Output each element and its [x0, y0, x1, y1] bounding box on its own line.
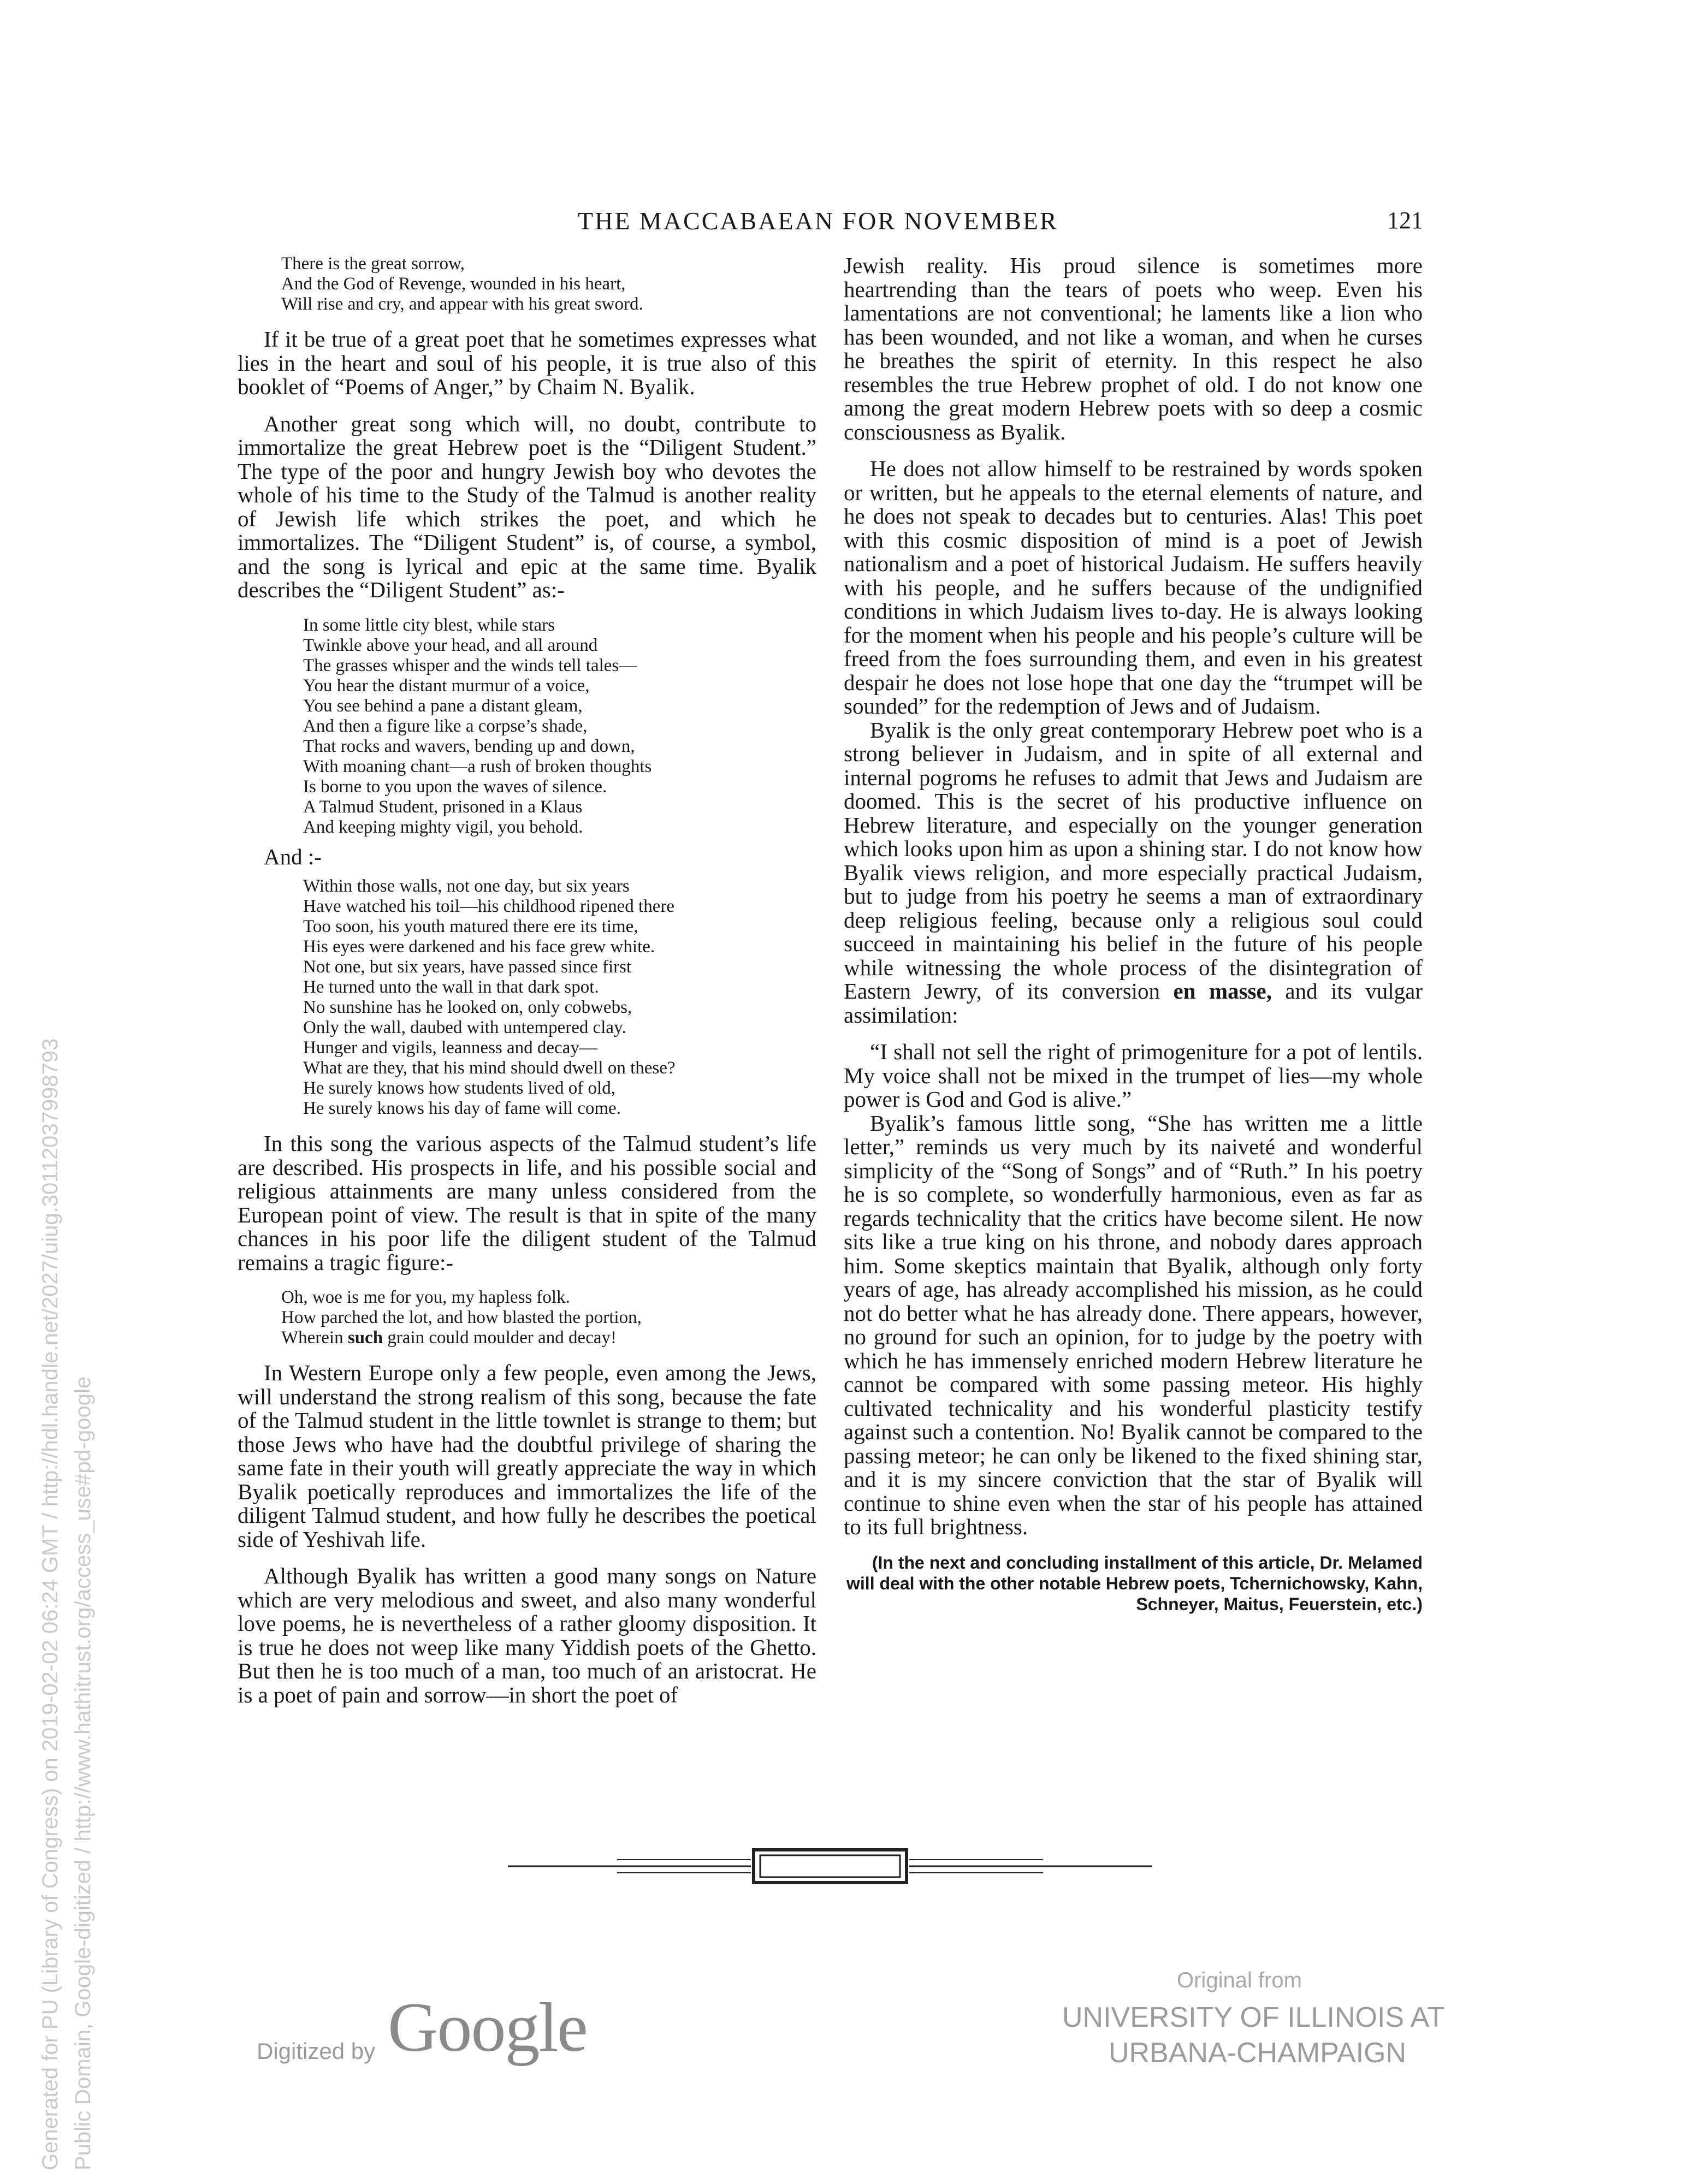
poem-line: He surely knows how students lived of old,	[303, 1078, 615, 1098]
university-name-line2: URBANA-CHAMPAIGN	[1109, 2037, 1407, 2069]
paragraph-fragment: and its vulgar assimilation:	[844, 978, 1423, 1028]
poem-line: That rocks and wavers, bending up and down,	[303, 736, 635, 756]
poem-line: Hunger and vigils, leanness and decay—	[303, 1038, 597, 1058]
running-header-title: THE MACCABAEAN FOR NOVEMBER	[578, 207, 1058, 235]
paragraph: Jewish reality. His proud silence is sometimes more heartrending than the tears of poets who weep. Even his lamentations are not conventional; he laments like a lion who has been wounded, and not like a woman, and when he curses he breathes the spirit of eternity. In this respect he also resembles the true Hebrew prophet of old. I do not know one among the great modern Hebrew poets with so deep a cosmic consciousness as Byalik.	[844, 253, 1423, 444]
digitized-by-label: Digitized by	[257, 2038, 376, 2064]
hathitrust-watermark-line1: Generated for PU (Library of Congress) on 2019-02-02 06:24 GMT / http://hdl.handle.net/2027/uiug.30112037998793	[38, 1038, 62, 2170]
poem-fragment: Wherein	[281, 1328, 348, 1348]
paragraph: If it be true of a great poet that he sometimes expresses what lies in the heart and soul of his people, it is true also of this booklet of “Poems of Anger,” by Chaim N. Byalik.	[238, 327, 816, 399]
poem-line	[281, 1328, 816, 1348]
poem-excerpt-woe	[238, 1287, 816, 1348]
poem-line: And keeping mighty vigil, you behold.	[303, 817, 583, 837]
paragraph: Although Byalik has written a good many songs on Nature which are very melodious and sweet, and also many wonderful love poems, he is nevertheless of a rather gloomy disposition. It is true he does not weep like many Yiddish poets of the Ghetto. But then he is too much of a man, too much of an aristocrat. He is a poet of pain and sorrow—in short the poet of	[238, 1563, 816, 1707]
poem-emphasis: such	[347, 1328, 383, 1348]
google-logo: Google	[388, 1989, 587, 2066]
and-label: And :-	[264, 844, 322, 869]
poem-line: How parched the lot, and how blasted the portion,	[281, 1308, 642, 1327]
poem-line: You see behind a pane a distant gleam,	[303, 696, 583, 716]
hathitrust-watermark-line2: Public Domain, Google-digitized / http://www.hathitrust.org/access_use#pd-google	[71, 1376, 95, 2170]
poem-line: Twinkle above your head, and all around	[303, 635, 598, 655]
poem-line: He surely knows his day of fame will come.	[303, 1099, 621, 1118]
poem-line: What are they, that his mind should dwell on these?	[303, 1058, 676, 1078]
poem-line: A Talmud Student, prisoned in a Klaus	[303, 797, 583, 817]
poem-line: Have watched his toil—his childhood ripened there	[303, 897, 674, 916]
quote-paragraph: “I shall not sell the right of primogeniture for a pot of lentils. My voice shall not be mixed in the trumpet of lies—my whole power is God and God is alive.”	[844, 1039, 1423, 1112]
paragraph: He does not allow himself to be restrained by words spoken or written, but he appeals to the eternal elements of nature, and he does not speak to decades but to centuries. Alas! This poet with this cosmic disposition of mind is a poet of Jewish nationalism and a poet of historical Judaism. He suffers heavily with his people, and he suffers because of the undignified conditions in which Judaism lives to-day. He is always looking for the moment when his people and his people’s culture will be freed from the foes surrounding them, and even in his greatest despair he does not lose hope that one day the “trumpet will be sounded” for the redemption of Jews and of Judaism.	[844, 456, 1423, 719]
poem-line: No sunshine has he looked on, only cobwebs,	[303, 998, 632, 1017]
poem-line: The grasses whisper and the winds tell tales—	[303, 655, 637, 675]
original-from-label: Original from	[1177, 1968, 1302, 1992]
ornamental-divider	[508, 1844, 1152, 1888]
poem-line: And then a figure like a corpse’s shade,	[303, 716, 588, 736]
emphasis-en-masse: en masse,	[1173, 978, 1272, 1004]
editor-note: (In the next and concluding installment of this article, Dr. Melamed will deal with the other notable Hebrew poets, Tchernichowsky, Kahn, Schneyer, Maitus, Feuerstein, etc.)	[846, 1552, 1423, 1614]
paragraph: In this song the various aspects of the Talmud student’s life are described. His prospects in life, and his possible social and religious attainments are many unless considered from the European point of view. The result is that in spite of the many chances in his poor life the diligent student of the Talmud remains a tragic figure:-	[238, 1131, 816, 1275]
poem-line: And the God of Revenge, wounded in his heart,	[281, 274, 626, 294]
poem-line: In some little city blest, while stars	[303, 615, 555, 635]
poem-line: His eyes were darkened and his face grew white.	[303, 937, 655, 957]
right-column	[844, 254, 1423, 1615]
poem-line: Within those walls, not one day, but six years	[303, 876, 630, 896]
poem-line: Too soon, his youth matured there ere its time,	[303, 917, 638, 936]
paragraph: Byalik’s famous little song, “She has written me a little letter,” reminds us very much by its naiveté and wonderful simplicity of the “Song of Songs” and of “Ruth.” In his poetry he is so complete, so wonderfully harmonious, even as far as regards technicality that the critics have become silent. He now sits like a true king on his throne, and nobody dares approach him. Some skeptics maintain that Byalik, although only forty years of age, has already accomplished his mission, as he could not do better what he has already done. There appears, however, no ground for such an opinion, for to judge by the poetry with which he has immensely enriched modern Hebrew literature he cannot be compared with some passing meteor. His highly cultivated technicality and his wonderful plasticity testify against such a contention. No! Byalik cannot be compared to the passing meteor; he can only be likened to the fixed shining star, and it is my sincere conviction that the star of Byalik will continue to shine even when the star of his people has attained to its full brightness.	[844, 1110, 1423, 1539]
paragraph: In Western Europe only a few people, even among the Jews, will understand the strong realism of this song, because the fate of the Talmud student in the little townlet is strange to them; but those Jews who have had the doubtful privilege of sharing the same fate in their youth will greatly appreciate the way in which Byalik poetically reproduces and immortalizes the life of the diligent Talmud student, and how fully he describes the poetical side of Yeshivah life.	[238, 1360, 816, 1552]
poem-line: Is borne to you upon the waves of silence.	[303, 776, 607, 797]
university-name-line1: UNIVERSITY OF ILLINOIS AT	[1062, 2002, 1445, 2033]
paragraph-fragment: Byalik is the only great contemporary Hebrew poet who is a strong believer in Judaism, and in spite of all external and internal pogroms he refuses to admit that Jews and Judaism are doomed. This is the secret of his productive influence on Hebrew literature, and especially on the younger generation which looks upon him as upon a shining star. I do not know how Byalik views religion, and more especially practical Judaism, but to judge from his poetry he seems a man of extraordinary deep religious feeling, because only a religious soul could succeed in maintaining his belief in the future of his people while witnessing the whole process of the disintegration of Eastern Jewry, of its conversion	[844, 717, 1423, 1004]
poem-line: Not one, but six years, have passed since first	[303, 957, 632, 977]
poem-excerpt-revenge	[238, 254, 816, 314]
left-column	[238, 254, 816, 1707]
page-number: 121	[1387, 207, 1423, 234]
poem-line: Only the wall, daubed with untempered clay.	[303, 1018, 626, 1037]
poem-line: You hear the distant murmur of a voice,	[303, 675, 590, 696]
poem-line: There is the great sorrow,	[281, 254, 465, 274]
poem-line: He turned unto the wall in that dark spot.	[303, 977, 599, 997]
paragraph: Another great song which will, no doubt, contribute to immortalize the great Hebrew poet is the “Diligent Student.” The type of the poor and hungry Jewish boy who devotes the whole of his time to the Study of the Talmud is another reality of Jewish life which strikes the poet, and which he immortalizes. The “Diligent Student” is, of course, a symbol, and the song is lyrical and epic at the same time. Byalik describes the “Diligent Student” as:-	[238, 411, 816, 602]
poem-line: Oh, woe is me for you, my hapless folk.	[281, 1287, 570, 1307]
poem-excerpt-walls	[238, 876, 816, 1119]
poem-line: With moaning chant—a rush of broken thoughts	[303, 756, 652, 776]
paragraph	[844, 719, 1423, 1028]
poem-line: Will rise and cry, and appear with his great sword.	[281, 294, 643, 314]
poem-excerpt-diligent-student	[238, 615, 816, 838]
poem-fragment: grain could moulder and decay!	[383, 1328, 617, 1348]
